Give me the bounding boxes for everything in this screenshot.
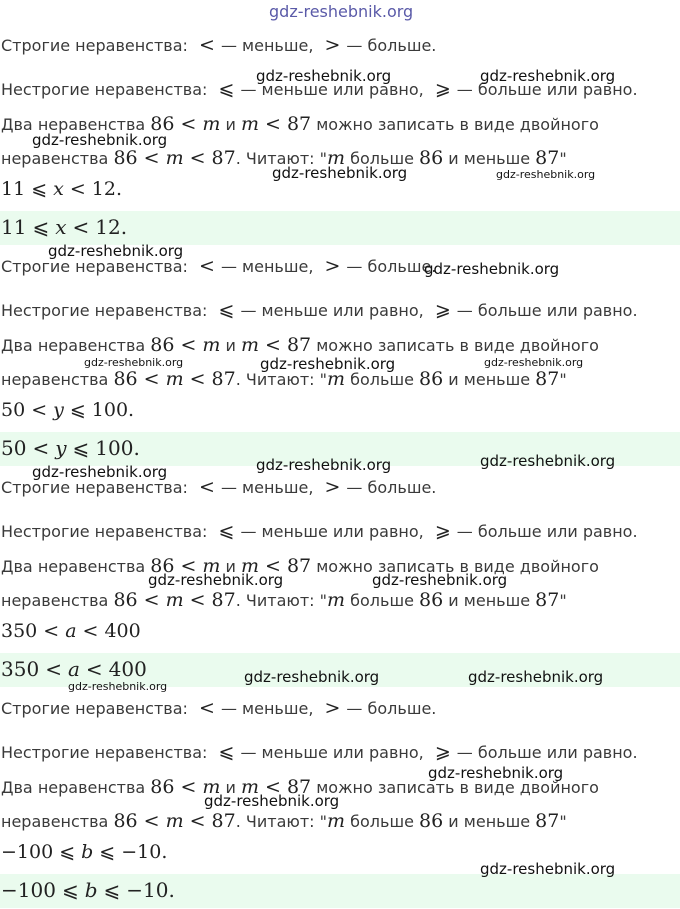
read-text: Читают: " — [245, 812, 327, 831]
greater-equal-text: — больше или равно. — [456, 743, 638, 762]
watermark-text: gdz-reshebnik.org — [256, 456, 392, 474]
and-less-text: и меньше — [448, 812, 531, 831]
answer-left-number: −100 — [1, 878, 56, 902]
less-text: — меньше, — [220, 699, 314, 718]
strict-label: Строгие неравенства: — [1, 699, 188, 718]
watermark-text: gdz-reshebnik.org — [272, 164, 408, 182]
answer-right-number: 100 — [95, 436, 134, 460]
answer-expression — [1, 215, 127, 239]
inequality-expression — [1, 399, 134, 421]
answer-right-number: −10 — [126, 878, 169, 902]
less-equal-text: — меньше или равно, — [240, 80, 424, 99]
more-than-text: больше — [350, 591, 414, 610]
strict-label: Строгие неравенства: — [1, 478, 188, 497]
number-86: 86 — [150, 555, 175, 577]
variable-m: m — [327, 589, 346, 611]
two-inequalities-text: Два неравенства — [1, 336, 146, 355]
number-87: 87 — [286, 776, 312, 798]
period: . — [235, 591, 246, 610]
watermark-text: gdz-reshebnik.org — [244, 668, 380, 686]
can-write-text: можно записать в виде двойного — [316, 336, 599, 355]
answer-left-number: 11 — [1, 215, 27, 239]
answer-end-punct: . — [133, 436, 140, 460]
number-87: 87 — [211, 589, 236, 611]
closing-quote: " — [559, 812, 567, 831]
answer-left-number: 50 — [1, 436, 27, 460]
read-text: Читают: " — [245, 149, 327, 168]
watermark-text: gdz-reshebnik.org — [84, 356, 184, 369]
variable-m: m — [327, 368, 346, 390]
watermark-text: gdz-reshebnik.org — [48, 242, 184, 260]
second-operator: < — [69, 178, 86, 200]
greater-text: — больше. — [346, 257, 437, 276]
answer-right-number: 400 — [108, 657, 147, 681]
right-number: 400 — [104, 620, 141, 642]
answer-first-operator: < — [32, 436, 50, 460]
number-87: 87 — [535, 589, 560, 611]
number-87: 87 — [286, 334, 312, 356]
inequality-word: неравенства — [1, 591, 109, 610]
less-text: — меньше, — [220, 36, 314, 55]
answer-first-operator: < — [45, 657, 62, 681]
watermark-text: gdz-reshebnik.org — [260, 355, 396, 373]
answer-second-operator: ⩽ — [103, 878, 121, 902]
left-number: 11 — [1, 178, 26, 200]
variable: a — [65, 620, 77, 642]
answer-end-punct: . — [168, 878, 175, 902]
answer-variable: y — [55, 436, 67, 460]
inequality-expression — [1, 620, 141, 642]
double-inequality-line — [1, 589, 567, 611]
greater-text: — больше. — [346, 699, 437, 718]
greater-than-symbol: > — [324, 34, 341, 56]
variable-m: m — [241, 555, 260, 577]
less-than-symbol: < — [199, 476, 215, 498]
number-87: 87 — [211, 147, 236, 169]
less-than-symbol: < — [143, 368, 160, 390]
number-86: 86 — [150, 334, 175, 356]
answer-variable: b — [84, 878, 98, 902]
inequality-expression — [1, 178, 122, 200]
watermark-text: gdz-reshebnik.org — [480, 452, 616, 470]
inequality-word: неравенства — [1, 812, 109, 831]
greater-equal-text: — больше или равно. — [456, 301, 638, 320]
answer-left-number: 350 — [1, 657, 40, 681]
variable-m: m — [202, 555, 221, 577]
nonstrict-inequalities-line — [1, 741, 638, 763]
less-than-symbol: < — [143, 147, 160, 169]
watermark-text: gdz-reshebnik.org — [424, 260, 560, 278]
variable-m: m — [202, 113, 221, 135]
less-equal-symbol: ⩽ — [218, 299, 235, 321]
number-86: 86 — [419, 368, 444, 390]
end-punct: . — [115, 178, 122, 200]
greater-equal-text: — больше или равно. — [456, 80, 638, 99]
answer-variable: x — [55, 215, 67, 239]
more-than-text: больше — [350, 812, 414, 831]
number-87: 87 — [211, 810, 236, 832]
greater-text: — больше. — [346, 478, 437, 497]
number-86: 86 — [419, 147, 444, 169]
greater-equal-symbol: ⩾ — [434, 78, 451, 100]
can-write-text: можно записать в виде двойного — [316, 778, 599, 797]
variable-m: m — [241, 113, 260, 135]
number-87: 87 — [535, 147, 560, 169]
answer-second-operator: < — [72, 215, 90, 239]
end-punct: . — [128, 399, 135, 421]
strict-label: Строгие неравенства: — [1, 257, 188, 276]
nonstrict-inequalities-line — [1, 520, 638, 542]
number-86: 86 — [113, 368, 138, 390]
watermark-text: gdz-reshebnik.org — [496, 168, 596, 181]
right-number: −10 — [121, 841, 162, 863]
period: . — [235, 370, 246, 389]
left-number: 350 — [1, 620, 38, 642]
watermark-text: gdz-reshebnik.org — [32, 131, 168, 149]
answer-second-operator: ⩽ — [72, 436, 90, 460]
greater-text: — больше. — [346, 36, 437, 55]
read-text: Читают: " — [245, 591, 327, 610]
less-equal-text: — меньше или равно, — [240, 522, 424, 541]
variable-m: m — [327, 147, 346, 169]
read-text: Читают: " — [245, 370, 327, 389]
variable: b — [81, 841, 94, 863]
more-than-text: больше — [350, 370, 414, 389]
greater-equal-symbol: ⩾ — [434, 520, 451, 542]
greater-than-symbol: > — [324, 255, 341, 277]
second-operator: ⩽ — [99, 841, 116, 863]
number-87: 87 — [286, 555, 312, 577]
less-than-symbol: < — [265, 334, 281, 356]
watermark-text: gdz-reshebnik.org — [256, 67, 392, 85]
number-87: 87 — [286, 113, 312, 135]
and-less-text: и меньше — [448, 591, 531, 610]
less-text: — меньше, — [220, 478, 314, 497]
first-operator: ⩽ — [31, 178, 48, 200]
less-than-symbol: < — [199, 255, 215, 277]
greater-than-symbol: > — [324, 697, 341, 719]
less-equal-symbol: ⩽ — [218, 741, 235, 763]
greater-equal-text: — больше или равно. — [456, 522, 638, 541]
less-than-symbol: < — [189, 589, 206, 611]
answer-expression — [1, 436, 140, 460]
less-than-symbol: < — [199, 34, 215, 56]
number-86: 86 — [419, 589, 444, 611]
less-than-symbol: < — [199, 697, 215, 719]
can-write-text: можно записать в виде двойного — [316, 115, 599, 134]
answer-end-punct: . — [120, 215, 128, 239]
first-operator: < — [43, 620, 60, 642]
variable-m: m — [202, 334, 221, 356]
watermark-text: gdz-reshebnik.org — [484, 356, 584, 369]
answer-second-operator: < — [85, 657, 103, 681]
variable-m: m — [202, 776, 221, 798]
watermark-text: gdz-reshebnik.org — [468, 668, 604, 686]
two-inequalities-text: Два неравенства — [1, 115, 146, 134]
inequality-word: неравенства — [1, 149, 109, 168]
nonstrict-label: Нестрогие неравенства: — [1, 522, 208, 541]
watermark-text: gdz-reshebnik.org — [372, 571, 508, 589]
watermark-text: gdz-reshebnik.org — [428, 764, 564, 782]
number-86: 86 — [113, 810, 138, 832]
variable-m: m — [241, 776, 260, 798]
less-equal-symbol: ⩽ — [218, 78, 235, 100]
and-text: и — [225, 557, 236, 576]
answer-variable: a — [67, 657, 80, 681]
nonstrict-label: Нестрогие неравенства: — [1, 743, 208, 762]
watermark-text: gdz-reshebnik.org — [68, 680, 168, 693]
variable-m: m — [165, 810, 184, 832]
answer-highlight — [0, 874, 680, 908]
and-text: и — [225, 115, 236, 134]
number-86: 86 — [150, 776, 175, 798]
strict-inequalities-line — [1, 34, 436, 56]
less-than-symbol: < — [265, 555, 281, 577]
two-inequalities-line — [1, 555, 599, 577]
two-inequalities-text: Два неравенства — [1, 778, 146, 797]
second-operator: < — [82, 620, 99, 642]
less-than-symbol: < — [180, 555, 197, 577]
greater-equal-symbol: ⩾ — [434, 741, 451, 763]
strict-inequalities-line — [1, 697, 436, 719]
less-than-symbol: < — [180, 334, 197, 356]
greater-equal-symbol: ⩾ — [434, 299, 451, 321]
closing-quote: " — [559, 370, 567, 389]
watermark-text: gdz-reshebnik.org — [204, 792, 340, 810]
less-than-symbol: < — [180, 776, 197, 798]
answer-highlight — [0, 211, 680, 245]
closing-quote: " — [559, 591, 567, 610]
number-86: 86 — [113, 147, 138, 169]
more-than-text: больше — [350, 149, 414, 168]
left-number: 50 — [1, 399, 26, 421]
less-equal-symbol: ⩽ — [218, 520, 235, 542]
closing-quote: " — [559, 149, 567, 168]
end-punct: . — [161, 841, 168, 863]
less-than-symbol: < — [189, 368, 206, 390]
less-than-symbol: < — [189, 147, 206, 169]
less-equal-text: — меньше или равно, — [240, 301, 424, 320]
number-87: 87 — [535, 368, 560, 390]
less-equal-text: — меньше или равно, — [240, 743, 424, 762]
watermark-text: gdz-reshebnik.org — [148, 571, 284, 589]
less-than-symbol: < — [143, 810, 160, 832]
and-text: и — [225, 778, 236, 797]
less-than-symbol: < — [265, 113, 281, 135]
less-than-symbol: < — [143, 589, 160, 611]
number-86: 86 — [113, 589, 138, 611]
and-less-text: и меньше — [448, 370, 531, 389]
left-number: −100 — [1, 841, 54, 863]
first-operator: < — [31, 399, 48, 421]
number-86: 86 — [419, 810, 444, 832]
nonstrict-label: Нестрогие неравенства: — [1, 301, 208, 320]
inequality-expression — [1, 841, 167, 863]
less-than-symbol: < — [180, 113, 197, 135]
variable: x — [53, 178, 64, 200]
variable-m: m — [241, 334, 260, 356]
less-than-symbol: < — [265, 776, 281, 798]
can-write-text: можно записать в виде двойного — [316, 557, 599, 576]
number-87: 87 — [211, 368, 236, 390]
variable-m: m — [165, 368, 184, 390]
greater-than-symbol: > — [324, 476, 341, 498]
answer-expression — [1, 657, 147, 681]
header-watermark: gdz-reshebnik.org — [269, 2, 414, 21]
period: . — [235, 812, 246, 831]
less-than-symbol: < — [189, 810, 206, 832]
inequality-word: неравенства — [1, 370, 109, 389]
variable-m: m — [165, 589, 184, 611]
first-operator: ⩽ — [59, 841, 76, 863]
nonstrict-inequalities-line — [1, 299, 638, 321]
watermark-text: gdz-reshebnik.org — [32, 463, 168, 481]
two-inequalities-line — [1, 334, 599, 356]
double-inequality-line — [1, 810, 567, 832]
period: . — [235, 149, 246, 168]
answer-first-operator: ⩽ — [61, 878, 79, 902]
number-87: 87 — [535, 810, 560, 832]
answer-first-operator: ⩽ — [32, 215, 50, 239]
strict-label: Строгие неравенства: — [1, 36, 188, 55]
watermark-text: gdz-reshebnik.org — [480, 860, 616, 878]
less-text: — меньше, — [220, 257, 314, 276]
variable-m: m — [327, 810, 346, 832]
number-86: 86 — [150, 113, 175, 135]
watermark-text: gdz-reshebnik.org — [480, 67, 616, 85]
and-less-text: и меньше — [448, 149, 531, 168]
two-inequalities-text: Два неравенства — [1, 557, 146, 576]
right-number: 100 — [91, 399, 129, 421]
answer-right-number: 12 — [95, 215, 121, 239]
nonstrict-label: Нестрогие неравенства: — [1, 80, 208, 99]
and-text: и — [225, 336, 236, 355]
answer-expression — [1, 878, 175, 902]
second-operator: ⩽ — [69, 399, 86, 421]
right-number: 12 — [91, 178, 116, 200]
variable-m: m — [165, 147, 184, 169]
variable: y — [53, 399, 64, 421]
